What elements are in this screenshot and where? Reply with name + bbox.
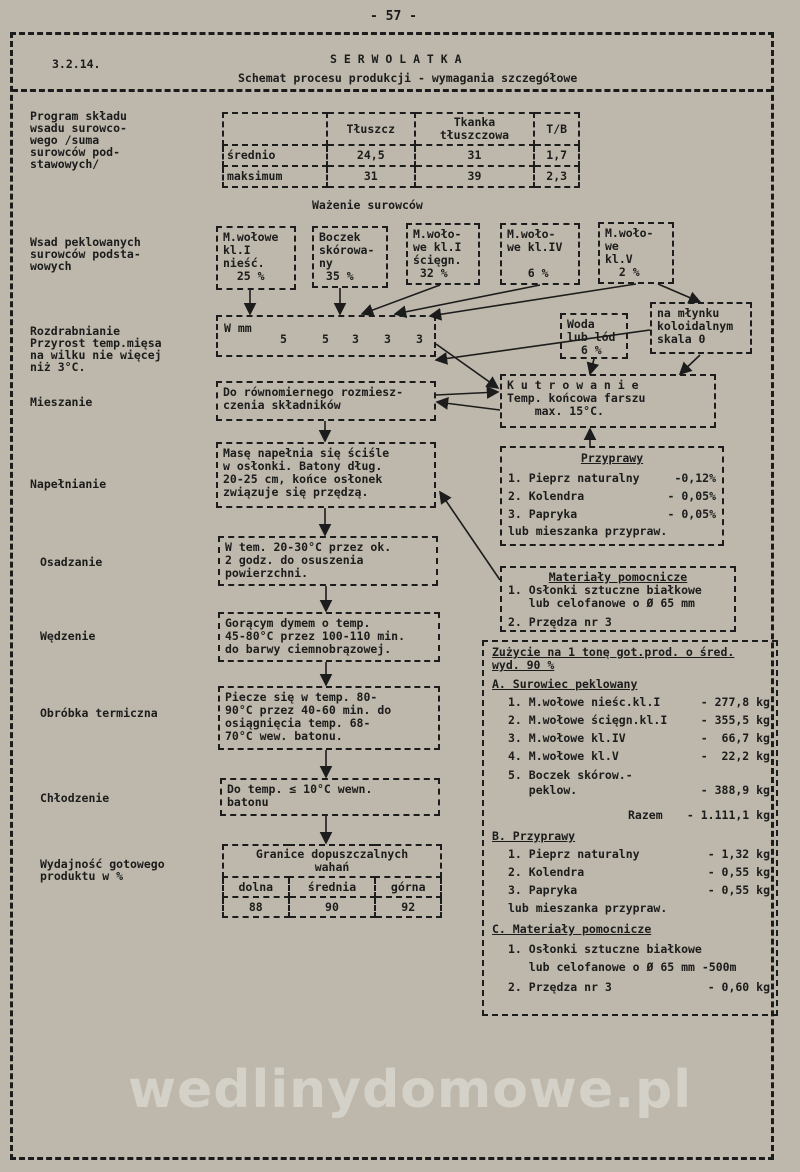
arrow	[437, 402, 500, 410]
section-code: 3.2.14.	[52, 57, 101, 71]
yield-header: górna	[375, 877, 441, 897]
label-napelnianie: Napełnianie	[30, 477, 107, 491]
water-text: Woda lub lód 6 %	[567, 317, 616, 357]
label-rozdrabnianie: Rozdrabnianie Przyrost temp.mięsa na wilku nie więcej niż 3°C.	[30, 324, 162, 374]
usage-item-value: - 0,60 kg	[707, 980, 770, 994]
spice-name: 2. Kolendra	[508, 489, 585, 503]
document-title: S E R W O L A T K A	[330, 52, 462, 66]
label-wedzenie: Wędzenie	[40, 629, 96, 643]
table-cell: 31	[415, 145, 535, 166]
label-chlodzenie: Chłodzenie	[40, 791, 110, 805]
grinding-size: 3	[416, 332, 423, 346]
arrow	[430, 284, 636, 316]
usage-item-value: - 388,9 kg	[700, 783, 770, 797]
usage-item-name: 2. M.wołowe ścięgn.kl.I	[508, 713, 668, 727]
usage-section-c: C. Materiały pomocnicze	[492, 922, 652, 936]
usage-item-name: 5. Boczek skórow.- peklow.	[508, 768, 633, 797]
usage-item-name: 4. M.wołowe kl.V	[508, 749, 619, 763]
watermark: wedlinydomowe.pl	[127, 1060, 693, 1120]
table-cell: maksimum	[223, 166, 327, 187]
mill-text: na młynku koloidalnym skala 0	[657, 306, 734, 346]
usage-c-line: lub celofanowe o Ø 65 mm -500m	[508, 960, 737, 974]
composition-header-tissue: Tkanka tłuszczowa	[415, 113, 535, 145]
arrow	[436, 392, 498, 395]
aux-line: lub celofanowe o Ø 65 mm	[508, 596, 695, 610]
grinding-size: 5	[280, 332, 287, 346]
raw-box-text: M.woło- we kl.I ścięgn. 32 %	[413, 227, 462, 280]
usage-item-value: - 0,55 kg	[707, 865, 770, 879]
usage-c-line: 1. Osłonki sztuczne białkowe	[508, 942, 702, 956]
usage-sum-value: - 1.111,1 kg	[686, 808, 770, 822]
arrow	[680, 355, 700, 374]
thermal-text: Piecze się w temp. 80- 90°C przez 40-60 min. do osiągnięcia temp. 68- 70°C wew. batonu.	[225, 690, 392, 743]
label-program: Program składu wsadu surowco- wego /suma surowców pod- stawowych/	[30, 109, 127, 171]
label-wydajnosc: Wydajność gotowego produktu w %	[40, 857, 165, 883]
usage-item-value: - 277,8 kg	[700, 695, 770, 709]
table-cell: średnio	[223, 145, 327, 166]
usage-item-name: 3. Papryka	[508, 883, 578, 897]
spice-value: - 0,05%	[667, 507, 716, 521]
table-cell: 24,5	[327, 145, 415, 166]
raw-box-text: M.wołowe kl.I nieść. 25 %	[223, 230, 279, 283]
yield-title: Granice dopuszczalnych wahań	[223, 845, 441, 877]
grinding-size: 3	[352, 332, 359, 346]
aux-line: 1. Osłonki sztuczne białkowe	[508, 583, 702, 597]
label-wsad: Wsad peklowanych surowców podsta- wowych	[30, 235, 141, 273]
grinding-size: 5	[322, 332, 329, 346]
usage-section-b: B. Przyprawy	[492, 829, 576, 843]
spices-note: lub mieszanka przypraw.	[508, 524, 668, 538]
yield-header: dolna	[223, 877, 289, 897]
spices-title: Przyprawy	[580, 451, 644, 465]
composition-header-tb: T/B	[534, 113, 579, 145]
composition-header-fat: Tłuszcz	[327, 113, 415, 145]
grinding-label: W mm	[224, 321, 252, 335]
usage-item-value: - 0,55 kg	[707, 883, 770, 897]
usage-item-name: 2. Przędza nr 3	[508, 980, 612, 994]
weighing-heading: Ważenie surowców	[312, 198, 423, 212]
yield-value: 92	[375, 897, 441, 917]
usage-item-name: 1. Pieprz naturalny	[508, 847, 640, 861]
raw-box-text: M.woło- we kl.V 2 %	[605, 226, 654, 279]
label-obrobka: Obróbka termiczna	[40, 706, 158, 720]
cutting-text: K u t r o w a n i e Temp. końcowa farszu max. 15°C.	[507, 378, 646, 418]
usage-item-name: 3. M.wołowe kl.IV	[508, 731, 626, 745]
arrow	[658, 284, 700, 302]
grinding-size: 3	[384, 332, 391, 346]
usage-sum-label: Razem	[628, 808, 663, 822]
usage-title: Zużycie na 1 tonę got.prod. o śred. wyd. 90 %	[492, 645, 735, 672]
arrow	[436, 344, 498, 388]
aux-title: Materiały pomocnicze	[548, 570, 688, 584]
usage-note-b: lub mieszanka przypraw.	[508, 901, 668, 915]
settling-text: W tem. 20-30°C przez ok. 2 godz. do osuszenia powierzchni.	[225, 540, 392, 580]
usage-section-a: A. Surowiec peklowany	[492, 677, 638, 691]
arrow	[590, 359, 594, 374]
arrow	[440, 492, 500, 580]
mixing-text: Do równomiernego rozmiesz- czenia składników	[223, 385, 404, 412]
label-osadzanie: Osadzanie	[40, 555, 103, 569]
arrow	[362, 285, 440, 314]
page-number: - 57 -	[370, 9, 417, 24]
aux-line: 2. Przędza nr 3	[508, 615, 612, 629]
usage-item-value: - 66,7 kg	[700, 731, 770, 745]
document-subtitle: Schemat procesu produkcji - wymagania szczegółowe	[238, 71, 578, 85]
cooling-text: Do temp. ≤ 10°C wewn. batonu	[227, 782, 373, 809]
usage-item-value: - 22,2 kg	[700, 749, 770, 763]
raw-box-text: Boczek skórowa- ny 35 %	[319, 230, 375, 283]
smoking-text: Gorącym dymem o temp. 45-80°C przez 100-110 min. do barwy ciemnobrązowej.	[225, 616, 406, 656]
spice-value: - 0,05%	[667, 489, 716, 503]
spice-name: 3. Papryka	[508, 507, 578, 521]
table-cell: 1,7	[534, 145, 579, 166]
spice-name: 1. Pieprz naturalny	[508, 471, 640, 485]
yield-value: 90	[289, 897, 376, 917]
usage-item-value: - 355,5 kg	[700, 713, 770, 727]
arrow	[436, 330, 650, 360]
filling-text: Masę napełnia się ściśle w osłonki. Batony dług. 20-25 cm, końce osłonek związuje się przędzą.	[223, 446, 390, 499]
spice-value: -0,12%	[674, 471, 716, 485]
table-cell: 39	[415, 166, 535, 187]
table-cell: 2,3	[534, 166, 579, 187]
table-cell: 31	[327, 166, 415, 187]
usage-item-name: 2. Kolendra	[508, 865, 585, 879]
usage-item-value: - 1,32 kg	[707, 847, 770, 861]
yield-value: 88	[223, 897, 289, 917]
usage-item-name: 1. M.wołowe nieśc.kl.I	[508, 695, 661, 709]
label-mieszanie: Mieszanie	[30, 395, 93, 409]
yield-header: średnia	[289, 877, 376, 897]
raw-box-text: M.woło- we kl.IV 6 %	[507, 227, 563, 280]
